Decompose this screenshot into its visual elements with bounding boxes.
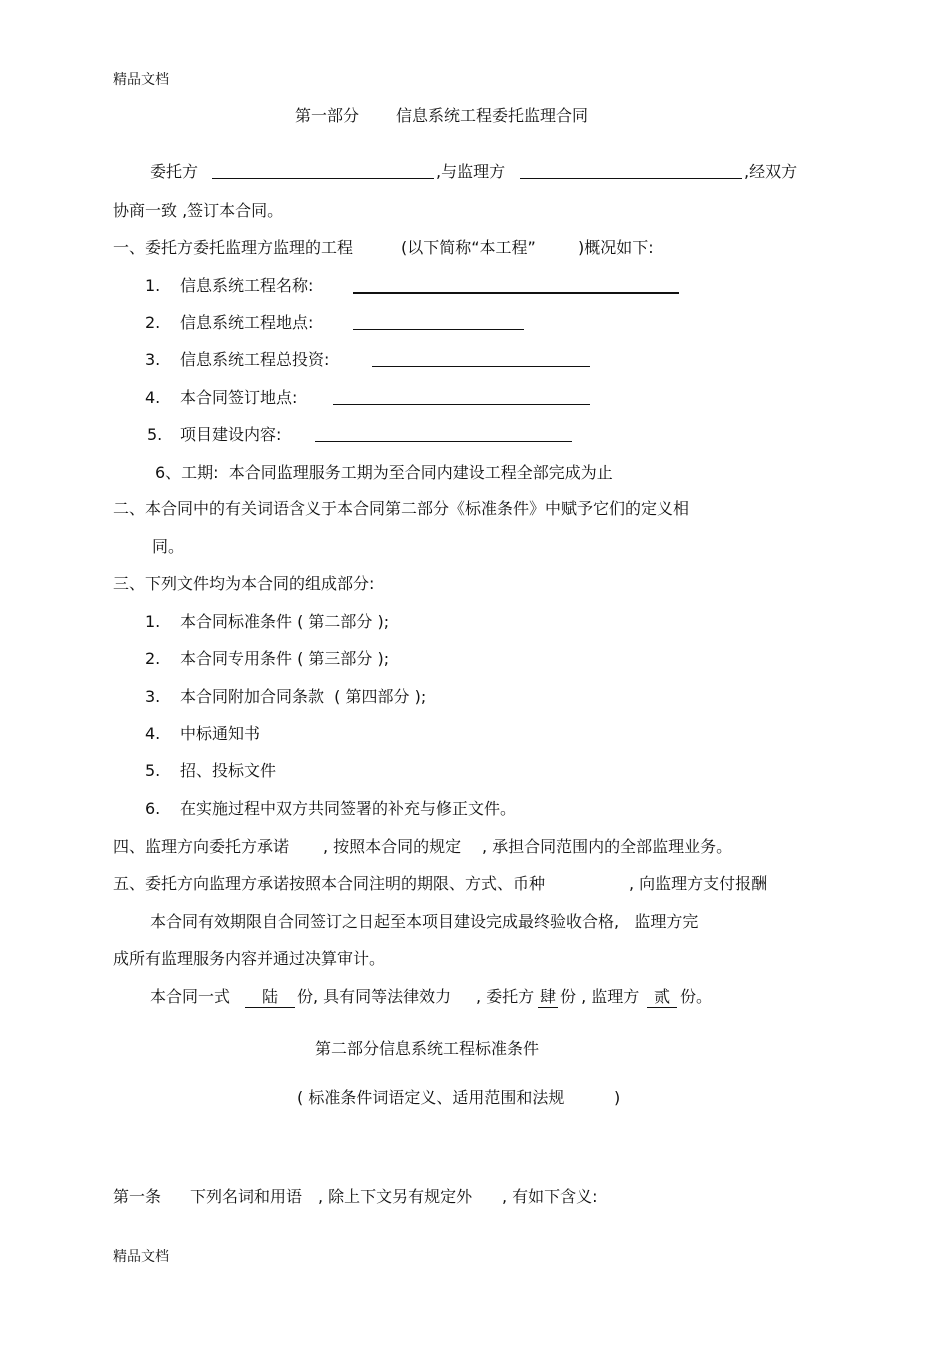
project-location-label: 信息系统工程地点: [180, 313, 314, 332]
doc-item: 在实施过程中双方共同签署的补充与修正文件。 [180, 799, 517, 818]
part1-title-prefix: 第一部分 [295, 106, 360, 125]
project-location-blank [353, 313, 524, 330]
doc-number: 4. [145, 724, 161, 743]
client-name-blank [212, 162, 434, 179]
page-footer: 精品文档 [113, 1249, 169, 1265]
construction-content-blank [315, 425, 572, 442]
doc-number: 6. [145, 799, 161, 818]
part2-title: 第二部分信息系统工程标准条件 [315, 1039, 540, 1058]
validity-line1: 本合同有效期限自合同签订之日起至本项目建设完成最终验收合格, 监理方完 [150, 912, 699, 931]
sec3-heading: 三、下列文件均为本合同的组成部分: [113, 574, 375, 593]
doc-number: 2. [145, 649, 161, 668]
article1-text-a: 下列名词和用语 [190, 1187, 303, 1206]
sec1-heading-c: )概况如下: [578, 238, 654, 257]
intro-line2: 协商一致 ,签订本合同。 [113, 201, 284, 220]
article1-text-b: , 除上下文另有规定外 [318, 1187, 473, 1206]
part1-title: 信息系统工程委托监理合同 [396, 106, 589, 125]
doc-item: 招、投标文件 [180, 761, 277, 780]
sec4-b: , 按照本合同的规定 [323, 837, 462, 856]
client-copies: 肆 [540, 987, 557, 1006]
item-number: 1. [145, 276, 161, 295]
intro-client-label: 委托方 [150, 162, 199, 181]
construction-content-label: 项目建设内容: [180, 425, 282, 444]
sec5-a: 五、委托方向监理方承诺按照本合同注明的期限、方式、币种 [113, 874, 546, 893]
sec2-line2: 同。 [152, 537, 185, 556]
project-name-label: 信息系统工程名称: [180, 276, 314, 295]
sec1-heading-b: (以下简称“本工程” [401, 238, 536, 257]
part2-subtitle: ( 标准条件词语定义、适用范围和法规 [297, 1088, 565, 1107]
doc-number: 1. [145, 612, 161, 631]
item-number: 2. [145, 313, 161, 332]
signing-location-blank [333, 388, 590, 405]
duration-clause: 6、工期: 本合同监理服务工期为至合同内建设工程全部完成为止 [155, 463, 613, 482]
doc-item: 中标通知书 [180, 724, 261, 743]
supervisor-copies: 贰 [647, 987, 677, 1008]
intro-both-parties: ,经双方 [744, 162, 798, 181]
project-investment-label: 信息系统工程总投资: [180, 350, 330, 369]
sec4-c: , 承担合同范围内的全部监理业务。 [482, 837, 733, 856]
article1-text-c: , 有如下含义: [502, 1187, 598, 1206]
item-number: 5. [147, 425, 163, 444]
sec4-a: 四、监理方向委托方承诺 [113, 837, 290, 856]
page-header: 精品文档 [113, 72, 169, 88]
item-number: 3. [145, 350, 161, 369]
copies-a: 本合同一式 [150, 987, 231, 1006]
copies-d: 份 , 监理方 [560, 987, 640, 1006]
project-investment-blank [372, 350, 590, 367]
doc-number: 5. [145, 761, 161, 780]
project-name-blank [353, 276, 679, 294]
sec2-line1: 二、本合同中的有关词语含义于本合同第二部分《标准条件》中赋予它们的定义相 [113, 499, 690, 518]
supervisor-name-blank [520, 162, 742, 179]
copies-c: , 委托方 [476, 987, 535, 1006]
doc-number: 3. [145, 687, 161, 706]
validity-line2: 成所有监理服务内容并通过决算审计。 [113, 949, 386, 968]
intro-supervisor-label: ,与监理方 [436, 162, 506, 181]
copies-b: 份, 具有同等法律效力 [297, 987, 452, 1006]
copies-e: 份。 [680, 987, 713, 1006]
sec1-heading-a: 一、委托方委托监理方监理的工程 [113, 238, 354, 257]
doc-item: 本合同标准条件 ( 第二部分 ); [180, 612, 390, 631]
sec5-b: , 向监理方支付报酬 [629, 874, 768, 893]
copies-count: 陆 [245, 987, 295, 1008]
article1-label: 第一条 [113, 1187, 162, 1206]
part2-subtitle-close: ) [614, 1088, 621, 1107]
item-number: 4. [145, 388, 161, 407]
doc-item: 本合同专用条件 ( 第三部分 ); [180, 649, 390, 668]
doc-item: 本合同附加合同条款 ( 第四部分 ); [180, 687, 427, 706]
signing-location-label: 本合同签订地点: [180, 388, 298, 407]
